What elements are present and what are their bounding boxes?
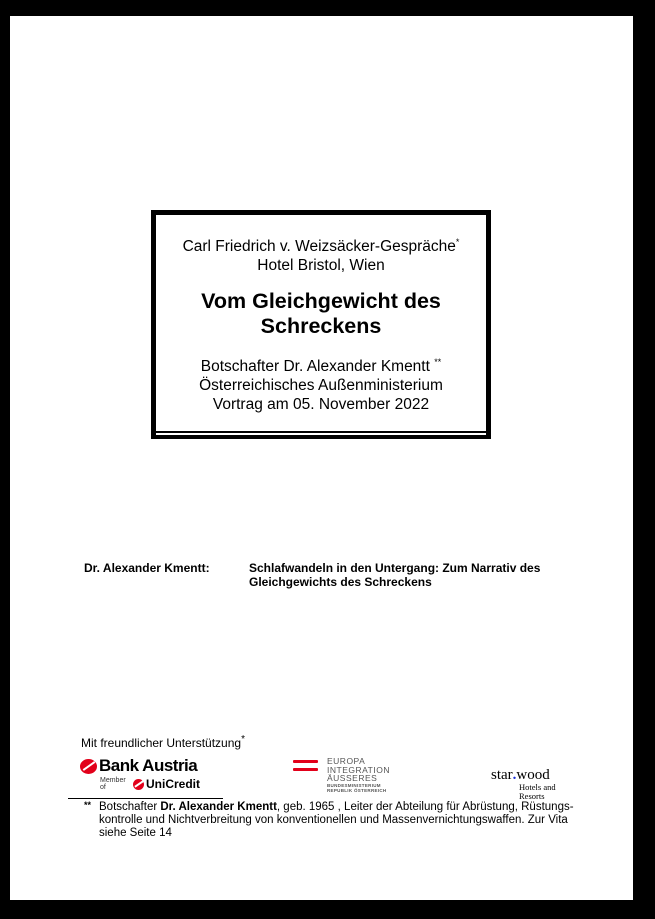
europa-text: EUROPA (327, 756, 366, 766)
talk-topic (249, 561, 589, 589)
lecture-title (156, 289, 486, 339)
lecture-title-line-2: Schreckens (260, 314, 382, 338)
talk-speaker: Dr. Alexander Kmentt: (84, 561, 210, 575)
starwood-sub-2: Resorts (519, 791, 545, 801)
republik-text: REPUBLIK ÖSTERREICH (327, 787, 387, 793)
aeusseres-text: ÄUSSERES (327, 773, 378, 783)
lecture-title-line-1: Vom Gleichgewicht des (201, 289, 441, 313)
institution-line: Österreichisches Außenministerium (199, 377, 443, 394)
footnote-mark: ** (84, 800, 92, 810)
footnote-name: Dr. Alexander Kmentt (160, 801, 277, 813)
unicredit-swirl-icon (80, 759, 97, 774)
footnote-mark: ** (434, 357, 442, 367)
footnote-divider (68, 798, 223, 799)
footnote-text: , geb. 1965 , Leiter der Abteilung für Abrüstung, Rüstungs-kontrolle und Nichtverbreitung von konventionellen und Massenvernichtungswaffen. Zur Vita siehe Seite 14 (99, 801, 574, 839)
starwood-logo (491, 768, 556, 801)
bundesministerium-text: BUNDESMINISTERIUM (327, 782, 381, 788)
title-box (151, 210, 491, 439)
footnote-prefix: Botschafter (99, 801, 161, 813)
footnote-mark: * (455, 237, 460, 247)
talk-topic-line-1: Schlafwandeln in den Untergang: Zum Narrativ des (249, 561, 541, 575)
support-label (81, 734, 245, 750)
starwood-wood: wood (516, 767, 550, 783)
talk-topic-line-2: Gleichgewichts des Schreckens (249, 575, 432, 589)
bank-austria-logo (80, 756, 200, 796)
footnote-mark: * (241, 734, 245, 745)
austria-flag-icon (293, 760, 318, 773)
series-name: Carl Friedrich v. Weizsäcker-Gespräche (182, 238, 456, 255)
starwood-dot-icon: . (512, 767, 517, 783)
support-text: Mit freundlicher Unterstützung (81, 736, 242, 750)
member-of-text: Member of (100, 777, 126, 791)
series-line (156, 233, 486, 256)
speaker-name: Botschafter Dr. Alexander Kmentt (200, 358, 430, 375)
bank-austria-name: Bank Austria (99, 756, 198, 775)
venue-line: Hotel Bristol, Wien (257, 257, 385, 274)
date-line: Vortrag am 05. November 2022 (212, 396, 430, 413)
unicredit-name: UniCredit (146, 777, 200, 791)
document-page (10, 16, 633, 900)
starwood-star: star (491, 767, 513, 783)
europa-integration-logo (293, 757, 403, 797)
unicredit-swirl-icon (133, 779, 144, 790)
speaker-line (156, 353, 486, 376)
footnote (84, 801, 594, 840)
integration-text: INTEGRATION (327, 764, 390, 775)
starwood-sub-1: Hotels and (519, 782, 556, 792)
